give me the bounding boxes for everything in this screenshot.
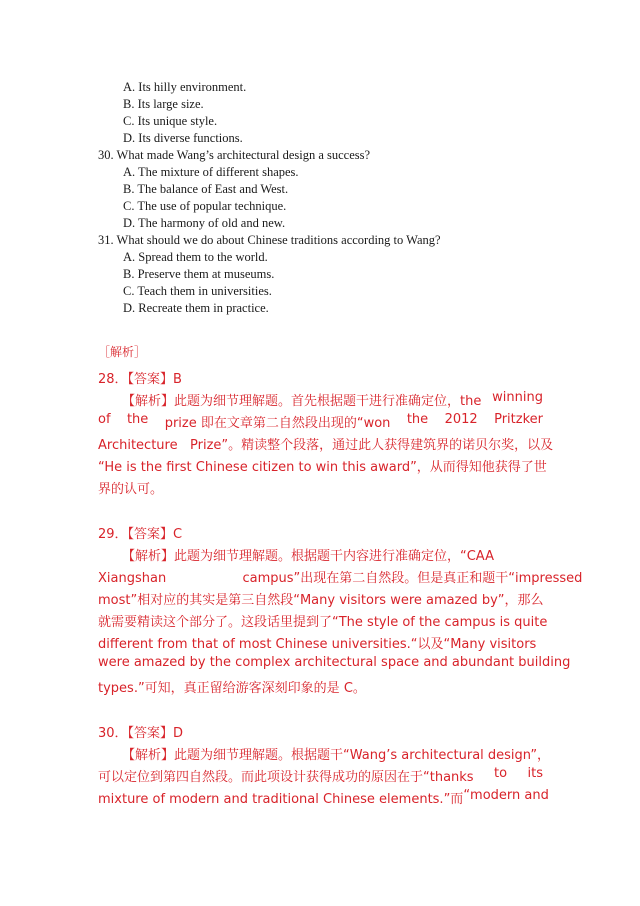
analysis-title: ［解析］: [98, 345, 147, 359]
answer-29-line-2-part: Xiangshan: [98, 571, 167, 586]
answer-28-line-1: [122, 390, 543, 409]
answer-28-line-3-part: Prize”。精读整个段落，通过此人获得建筑界的诺贝尔奖，以及: [190, 438, 554, 453]
answer-28-line-1-part: 【解析】此题为细节理解题。首先根据题干进行准确定位，the: [122, 394, 482, 409]
answer-28-line-2-part: the: [126, 412, 149, 427]
answer-30-line-2-part: to: [494, 766, 508, 781]
answer-29-line-5: different from that of most Chinese universities.“以及“Many visitors: [98, 637, 537, 652]
q30-option-b: B. The balance of East and West.: [123, 182, 289, 196]
answer-29-line-6: were amazed by the complex architectural space and abundant building: [98, 655, 571, 670]
q30-stem: 30. What made Wang’s architectural design a success?: [98, 148, 371, 162]
answer-28-line-1-part: winning: [492, 390, 543, 405]
q29-option-b: B. Its large size.: [123, 97, 204, 111]
answer-30-line-2: [98, 766, 543, 785]
q31-option-c: C. Teach them in universities.: [123, 284, 272, 298]
answer-28-line-2-part: the: [406, 412, 429, 427]
answer-28-line-2-part: Pritzker: [494, 412, 543, 427]
answer-28-line-2-part: prize 即在文章第二自然段出现的“won: [164, 416, 391, 431]
q31-stem: 31. What should we do about Chinese traditions according to Wang?: [98, 233, 441, 247]
answer-29-line-4: 就需要精读这个部分了。这段话里提到了“The style of the campus is quite: [98, 615, 548, 630]
answer-30-line-3-part: “modern and: [463, 788, 549, 803]
answer-29-line-1: 【解析】此题为细节理解题。根据题干内容进行准确定位，“CAA: [122, 549, 494, 564]
q29-option-d: D. Its diverse functions.: [123, 131, 243, 145]
answer-28-line-2-part: of: [98, 412, 111, 427]
answer-28-line-2-part: 2012: [444, 412, 478, 427]
answer-28-line-2: [98, 412, 543, 431]
answer-30-line-2-part: 可以定位到第四自然段。而此项设计获得成功的原因在于“thanks: [98, 770, 474, 785]
q29-option-a: A. Its hilly environment.: [123, 80, 247, 94]
answer-28-line-3: [98, 434, 553, 453]
q31-option-a: A. Spread them to the world.: [123, 250, 268, 264]
answer-29-heading: 29．【答案】C: [98, 527, 183, 542]
answer-29-line-3: most”相对应的其实是第三自然段“Many visitors were amazed by”，那么: [98, 593, 544, 608]
answer-30-line-2-part: its: [527, 766, 543, 781]
answer-28-heading: 28．【答案】B: [98, 372, 182, 387]
q30-option-c: C. The use of popular technique.: [123, 199, 287, 213]
answer-30-line-3-part: mixture of modern and traditional Chinese elements.”而: [98, 792, 464, 807]
q31-option-d: D. Recreate them in practice.: [123, 301, 269, 315]
q31-option-b: B. Preserve them at museums.: [123, 267, 275, 281]
answer-28-line-5: 界的认可。: [98, 482, 164, 497]
answer-28-line-3-part: Architecture: [98, 438, 178, 453]
q29-option-c: C. Its unique style.: [123, 114, 218, 128]
q30-option-a: A. The mixture of different shapes.: [123, 165, 299, 179]
answer-29-line-2: [98, 567, 582, 586]
answer-29-line-7: types.”可知，真正留给游客深刻印象的是 C。: [98, 681, 366, 696]
q30-option-d: D. The harmony of old and new.: [123, 216, 286, 230]
answer-29-line-2-part: campus”出现在第二自然段。但是真正和题干“impressed: [242, 571, 583, 586]
answer-30-heading: 30．【答案】D: [98, 726, 184, 741]
answer-30-line-1: 【解析】此题为细节理解题。根据题干“Wang’s architectural design”，: [122, 748, 551, 763]
answer-30-line-3: [98, 788, 549, 807]
answer-28-line-4: “He is the first Chinese citizen to win this award”，从而得知他获得了世: [98, 460, 547, 475]
